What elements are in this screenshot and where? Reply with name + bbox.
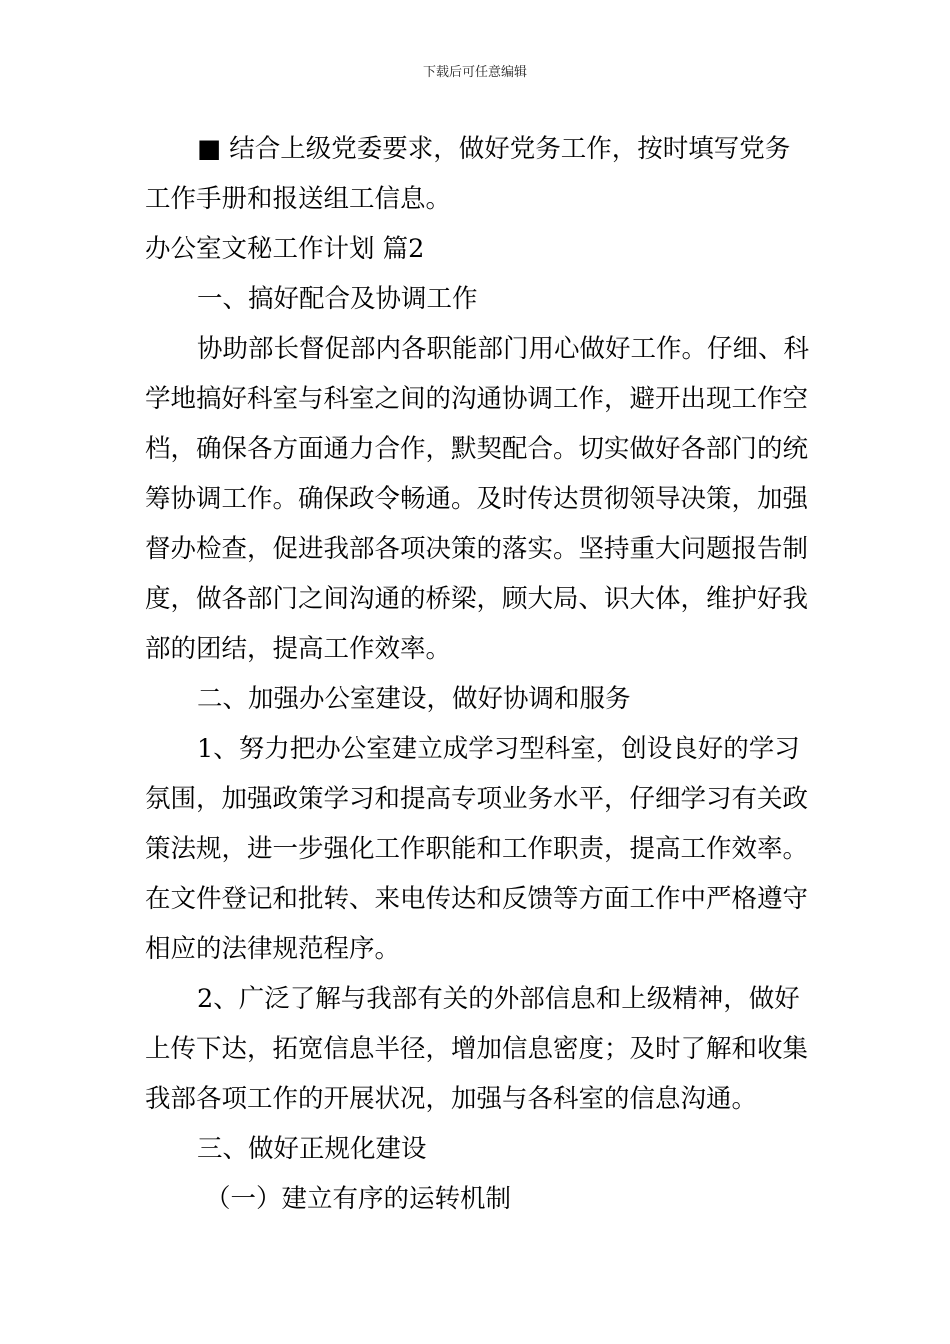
paragraph-coordination: 协助部长督促部内各职能部门用心做好工作。仔细、科学地搞好科室与科室之间的沟通协调工作，避开出现工作空档，确保各方面通力合作，默契配合。切实做好各部门的统筹协调工作。确保政令畅通。及时传达贯彻领导决策，加强督办检查，促进我部各项决策的落实。坚持重大问题报告制度，做各部门之间沟通的桥梁，顾大局、识大体，维护好我部的团结，提高工作效率。 [145, 334, 810, 664]
subheading-mechanism: （一）建立有序的运转机制 [205, 1184, 512, 1214]
paragraph-party-work: ■ 结合上级党委要求，做好党务工作，按时填写党务工作手册和报送组工信息。 [145, 134, 791, 214]
document-body [145, 124, 809, 1224]
section-title: 办公室文秘工作计划 篇2 [145, 234, 425, 264]
paragraph-learning-office: 1、努力把办公室建立成学习型科室，创设良好的学习氛围，加强政策学习和提高专项业务水平，仔细学习有关政策法规，进一步强化工作职能和工作职责，提高工作效率。在文件登记和批转、来电传达和反馈等方面工作中严格遵守相应的法律规范程序。 [145, 734, 809, 964]
heading-office-building: 二、加强办公室建设，做好协调和服务 [197, 684, 631, 714]
heading-standardization: 三、做好正规化建设 [197, 1134, 427, 1164]
paragraph-information: 2、广泛了解与我部有关的外部信息和上级精神，做好上传下达，拓宽信息半径，增加信息密度；及时了解和收集我部各项工作的开展状况，加强与各科室的信息沟通。 [145, 984, 809, 1114]
heading-coordination: 一、搞好配合及协调工作 [197, 284, 478, 314]
page-header: 下载后可任意编辑 [422, 65, 527, 80]
